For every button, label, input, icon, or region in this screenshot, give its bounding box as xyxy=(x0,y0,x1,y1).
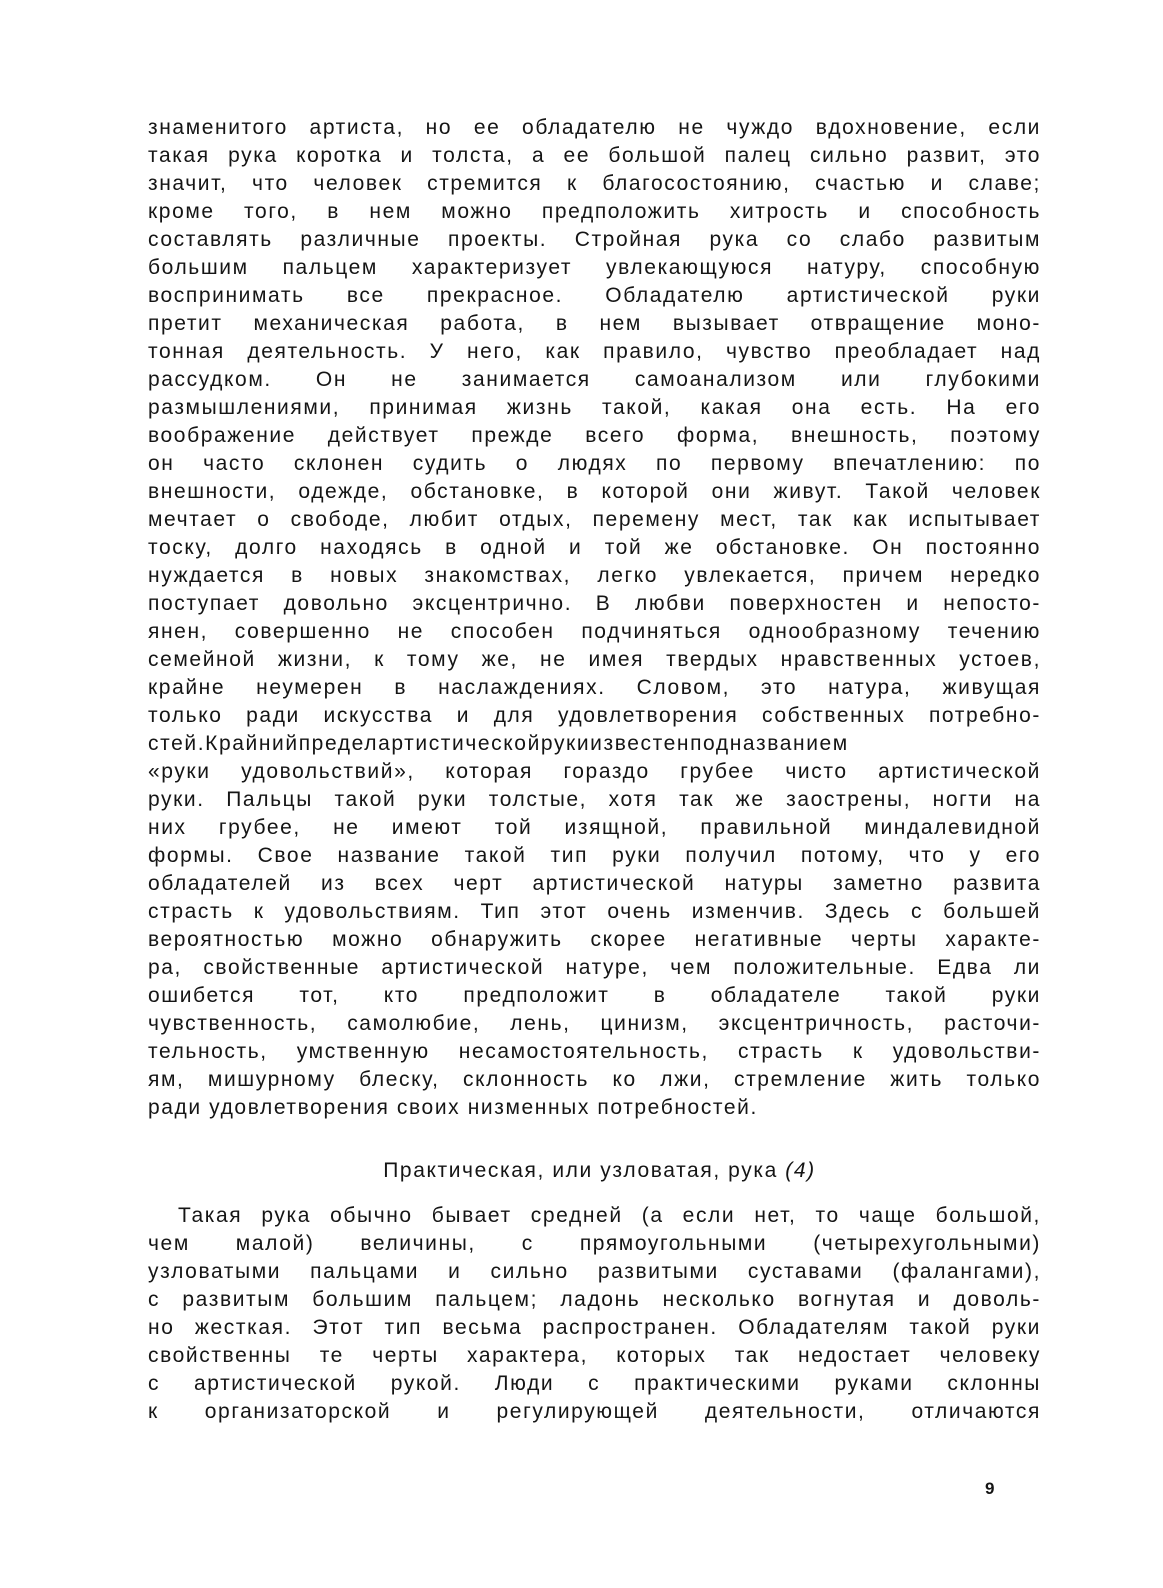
text-line: тоску, долго находясь в одной и той же обстановке. Он постоянно xyxy=(148,536,1041,559)
text-line: ям, мишурному блеску, склонность ко лжи, стремление жить только xyxy=(148,1068,1041,1091)
text-line: большим пальцем характеризует увлекающуюся натуру, способную xyxy=(148,256,1041,279)
text-line: нуждается в новых знакомствах, легко увлекается, причем нередко xyxy=(148,564,1041,587)
section-heading-note: (4) xyxy=(785,1159,816,1182)
page-number: 9 xyxy=(985,1479,995,1498)
text-line: вероятностью можно обнаружить скорее негативные черты характе- xyxy=(148,928,1041,951)
text-line: составлять различные проекты. Стройная рука со слабо развитым xyxy=(148,228,1041,251)
text-line: руки. Пальцы такой руки толстые, хотя так же заострены, ногти на xyxy=(148,788,1041,811)
section-heading xyxy=(0,1157,1163,1185)
text-line: рассудком. Он не занимается самоанализом или глубокими xyxy=(148,368,1041,391)
body-paragraph-1 xyxy=(148,114,1041,1122)
text-line: к организаторской и регулирующей деятельности, отличаются xyxy=(148,1400,1041,1423)
text-line: «руки удовольствий», которая гораздо грубее чисто артистической xyxy=(148,760,1041,783)
text-line: обладателей из всех черт артистической натуры заметно развита xyxy=(148,872,1041,895)
text-line: знаменитого артиста, но ее обладателю не чуждо вдохновение, если xyxy=(148,116,1041,139)
text-line: ради удовлетворения своих низменных потребностей. xyxy=(148,1096,758,1119)
text-line: формы. Свое название такой тип руки получил потому, что у его xyxy=(148,844,1041,867)
text-line: чем малой) величины, с прямоугольными (четырехугольными) xyxy=(148,1232,1041,1255)
text-line: мечтает о свободе, любит отдых, перемену мест, так как испытывает xyxy=(148,508,1041,531)
text-line: поступает довольно эксцентрично. В любви поверхностен и непосто- xyxy=(148,592,1041,615)
text-line: узловатыми пальцами и сильно развитыми суставами (фалангами), xyxy=(148,1260,1041,1283)
body-paragraph-2 xyxy=(148,1202,1041,1426)
text-line: значит, что человек стремится к благосостоянию, счастью и славе; xyxy=(148,172,1041,195)
text-line: только ради искусства и для удовлетворения собственных потребно- xyxy=(148,704,1041,727)
text-line: с развитым большим пальцем; ладонь несколько вогнутая и доволь- xyxy=(148,1288,1041,1311)
text-line: воспринимать все прекрасное. Обладателю артистической руки xyxy=(148,284,1041,307)
text-line: воображение действует прежде всего форма, внешность, поэтому xyxy=(148,424,1041,447)
text-line: внешности, одежде, обстановке, в которой они живут. Такой человек xyxy=(148,480,1041,503)
text-line: такая рука коротка и толста, а ее большой палец сильно развит, это xyxy=(148,144,1041,167)
text-line: претит механическая работа, в нем вызывает отвращение моно- xyxy=(148,312,1041,335)
text-line: он часто склонен судить о людях по первому впечатлению: по xyxy=(148,452,1041,475)
text-line: с артистической рукой. Люди с практическими руками склонны xyxy=(148,1372,1041,1395)
text-line: Такая рука обычно бывает средней (а если нет, то чаще большой, xyxy=(178,1204,1041,1227)
text-line: чувственность, самолюбие, лень, цинизм, эксцентричность, расточи- xyxy=(148,1012,1041,1035)
section-heading-title: Практическая, или узловатая, рука xyxy=(383,1159,778,1182)
text-line: ра, свойственные артистической натуре, чем положительные. Едва ли xyxy=(148,956,1041,979)
text-line: них грубее, не имеют той изящной, правильной миндалевидной xyxy=(148,816,1041,839)
text-line: свойственны те черты характера, которых так недостает человеку xyxy=(148,1344,1041,1367)
text-line: ошибется тот, кто предположит в обладателе такой руки xyxy=(148,984,1041,1007)
text-line: кроме того, в нем можно предположить хитрость и способность xyxy=(148,200,1041,223)
text-line: тонная деятельность. У него, как правило, чувство преобладает над xyxy=(148,340,1041,363)
text-line: тельность, умственную несамостоятельность, страсть к удовольстви- xyxy=(148,1040,1041,1063)
text-line: крайне неумерен в наслаждениях. Словом, это натура, живущая xyxy=(148,676,1041,699)
text-line: семейной жизни, к тому же, не имея твердых нравственных устоев, xyxy=(148,648,1041,671)
text-line: страсть к удовольствиям. Тип этот очень изменчив. Здесь с большей xyxy=(148,900,1041,923)
text-line: но жесткая. Этот тип весьма распространен. Обладателям такой руки xyxy=(148,1316,1041,1339)
text-line: стей.Крайнийпределартистическойрукиизвестенподназванием xyxy=(148,732,849,755)
text-line: янен, совершенно не способен подчиняться однообразному течению xyxy=(148,620,1041,643)
text-line: размышлениями, принимая жизнь такой, какая она есть. На его xyxy=(148,396,1041,419)
